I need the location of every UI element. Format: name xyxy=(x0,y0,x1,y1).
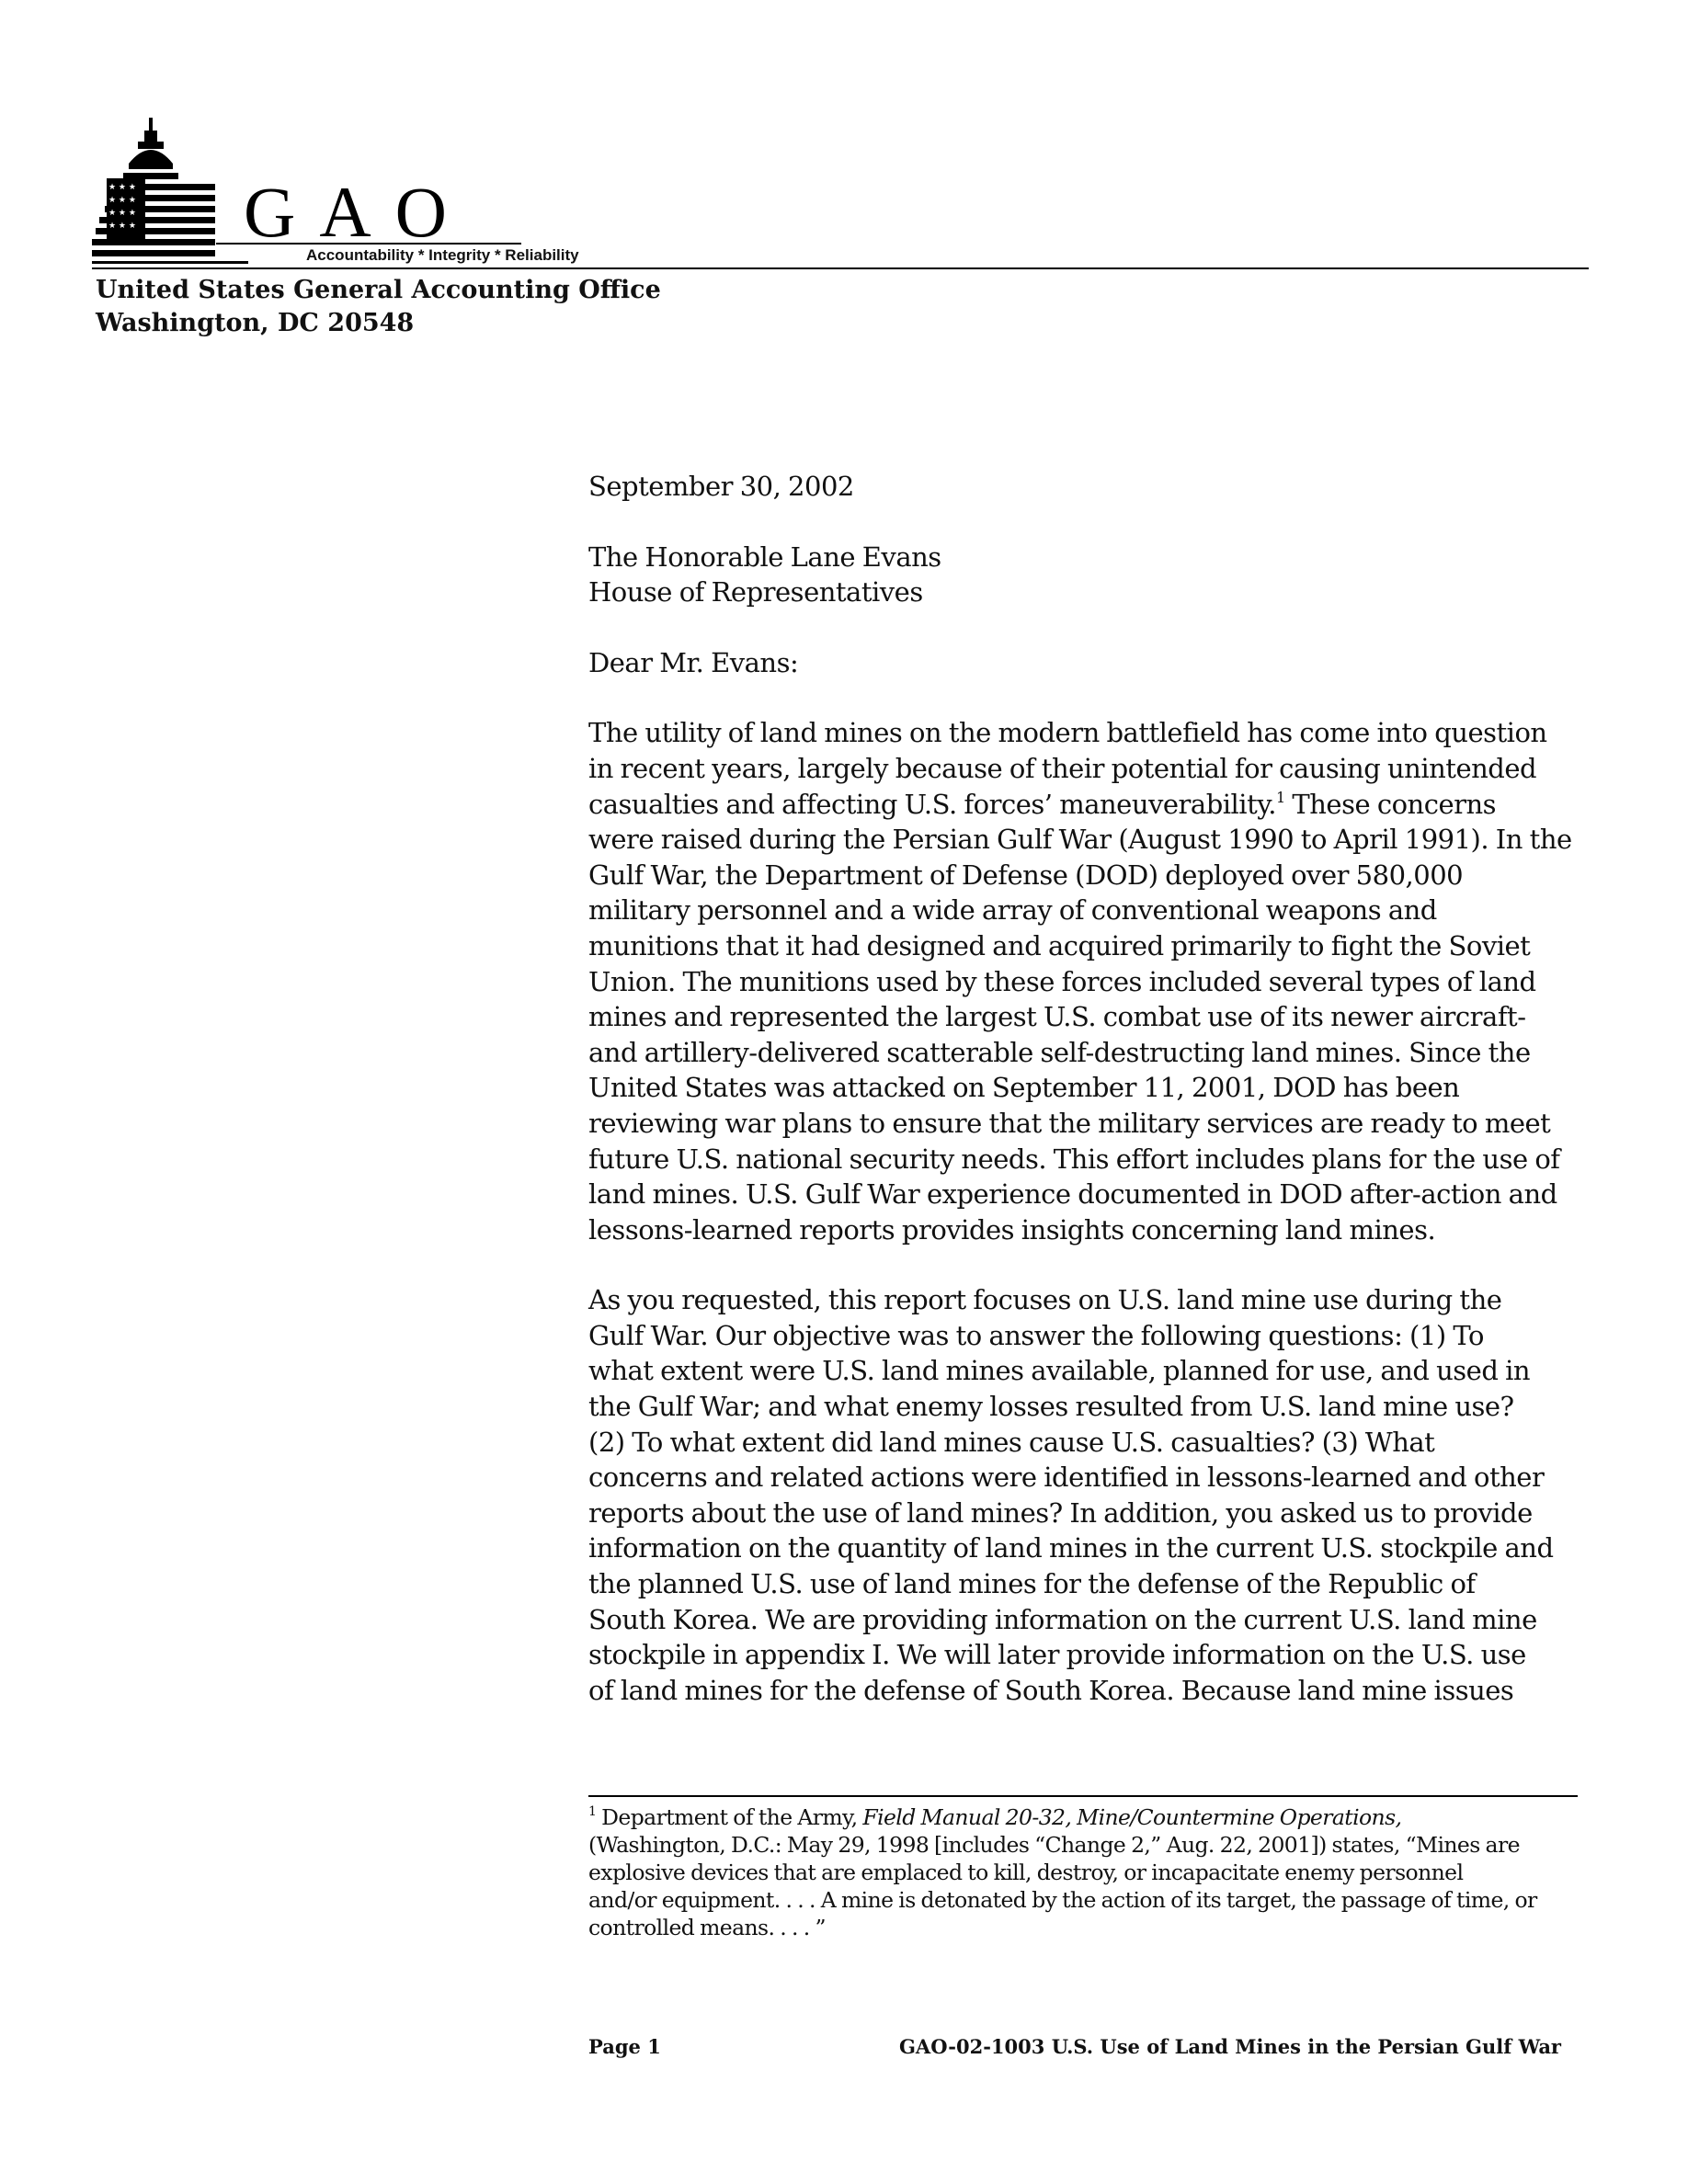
paragraph-line: were raised during the Persian Gulf War (August 1990 to April 1991). In the xyxy=(588,824,1572,856)
paragraph-line: South Korea. We are providing information on the current U.S. land mine xyxy=(588,1603,1537,1635)
footnote-ref[interactable]: 1 xyxy=(1275,788,1285,806)
footnote-line: and/or equipment. . . . A mine is detonated by the action of its target, the passage of time, or xyxy=(588,1887,1537,1913)
page-number: Page 1 xyxy=(588,2035,661,2058)
footnote-line xyxy=(588,1803,1591,1831)
report-title: GAO-02-1003 U.S. Use of Land Mines in the Persian Gulf War xyxy=(898,2035,1561,2058)
paragraph-line: munitions that it had designed and acquired primarily to fight the Soviet xyxy=(588,929,1531,961)
gao-tagline: Accountability * Integrity * Reliability xyxy=(216,243,521,266)
footnote xyxy=(588,1803,1591,1941)
paragraph-line: lessons-learned reports provides insights concerning land mines. xyxy=(588,1213,1436,1246)
paragraph-line: of land mines for the defense of South Korea. Because land mine issues xyxy=(588,1674,1514,1706)
footnote-number: 1 xyxy=(588,1804,597,1819)
organization-address: Washington, DC 20548 xyxy=(96,309,415,337)
paragraph-line: future U.S. national security needs. This effort includes plans for the use of xyxy=(588,1143,1560,1175)
svg-text:★ ★ ★: ★ ★ ★ xyxy=(108,222,136,231)
organization-name: United States General Accounting Office xyxy=(96,276,661,304)
paragraph-line: and artillery-delivered scatterable self-destructing land mines. Since the xyxy=(588,1036,1531,1068)
footnote-text: Department of the Army, xyxy=(596,1804,863,1830)
letter-date: September 30, 2002 xyxy=(588,471,854,502)
paragraph-line: the planned U.S. use of land mines for the defense of the Republic of xyxy=(588,1568,1476,1600)
paragraph-line: the Gulf War; and what enemy losses resulted from U.S. land mine use? xyxy=(588,1391,1514,1423)
footnote-line: controlled means. . . . ” xyxy=(588,1915,826,1940)
paragraph-1 xyxy=(588,715,1589,1247)
paragraph-line-text: These concerns xyxy=(1284,788,1497,820)
gao-wordmark: GAO xyxy=(244,172,471,252)
header-divider xyxy=(92,267,1589,269)
footnote-line: explosive devices that are emplaced to kill, destroy, or incapacitate enemy personnel xyxy=(588,1860,1464,1885)
salutation: Dear Mr. Evans: xyxy=(588,646,799,678)
svg-text:★ ★ ★: ★ ★ ★ xyxy=(108,196,136,205)
paragraph-line: Union. The munitions used by these forces included several types of land xyxy=(588,965,1536,997)
footnote-line: (Washington, D.C.: May 29, 1998 [includes “Change 2,” Aug. 22, 2001]) states, “Mines are xyxy=(588,1832,1520,1858)
paragraph-2 xyxy=(588,1282,1589,1708)
svg-text:★ ★ ★: ★ ★ ★ xyxy=(108,209,136,218)
paragraph-line-text: casualties and affecting U.S. forces’ maneuverability. xyxy=(588,788,1276,820)
paragraph-line: Gulf War. Our objective was to answer the following questions: (1) To xyxy=(588,1319,1484,1351)
paragraph-line xyxy=(588,787,1589,823)
paragraph-line: land mines. U.S. Gulf War experience documented in DOD after-action and xyxy=(588,1178,1557,1211)
organization-block xyxy=(96,274,661,340)
paragraph-line: concerns and related actions were identified in lessons-learned and other xyxy=(588,1462,1545,1494)
svg-text:★ ★ ★: ★ ★ ★ xyxy=(108,183,136,192)
addressee-org: House of Representatives xyxy=(588,576,923,609)
addressee-block xyxy=(588,540,1589,610)
paragraph-line: As you requested, this report focuses on U.S. land mine use during the xyxy=(588,1284,1502,1316)
letter-body xyxy=(588,469,1589,1708)
paragraph-line: what extent were U.S. land mines available, planned for use, and used in xyxy=(588,1355,1531,1387)
paragraph-line: reports about the use of land mines? In addition, you asked us to provide xyxy=(588,1496,1533,1529)
paragraph-line: in recent years, largely because of their potential for causing unintended xyxy=(588,752,1537,784)
paragraph-line: mines and represented the largest U.S. combat use of its newer aircraft- xyxy=(588,1001,1526,1033)
page-footer xyxy=(588,2033,1591,2061)
footnote-citation-title: Field Manual 20-32, Mine/Countermine Operations, xyxy=(862,1804,1402,1830)
paragraph-line: military personnel and a wide array of conventional weapons and xyxy=(588,894,1437,927)
gao-logo xyxy=(92,118,579,269)
paragraph-line: information on the quantity of land mines in the current U.S. stockpile and xyxy=(588,1532,1554,1564)
paragraph-line: stockpile in appendix I. We will later provide information on the U.S. use xyxy=(588,1639,1526,1671)
paragraph-line: reviewing war plans to ensure that the military services are ready to meet xyxy=(588,1107,1551,1139)
paragraph-line: The utility of land mines on the modern battlefield has come into question xyxy=(588,717,1547,749)
paragraph-line: United States was attacked on September 11, 2001, DOD has been xyxy=(588,1072,1460,1104)
paragraph-line: Gulf War, the Department of Defense (DOD) deployed over 580,000 xyxy=(588,859,1464,891)
footnote-divider xyxy=(588,1795,1578,1797)
paragraph-line: (2) To what extent did land mines cause U.S. casualties? (3) What xyxy=(588,1426,1435,1458)
addressee-name: The Honorable Lane Evans xyxy=(588,540,941,573)
